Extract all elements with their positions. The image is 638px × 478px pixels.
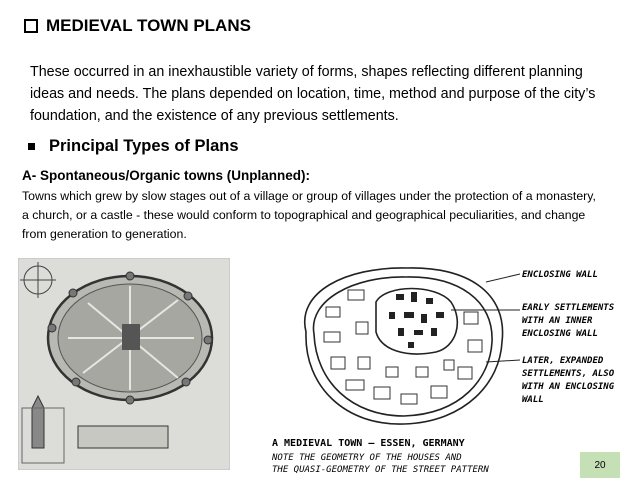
label-later-4: WALL	[522, 395, 544, 405]
section-heading: A- Spontaneous/Organic towns (Unplanned):	[22, 168, 310, 183]
diagram-caption-line1: NOTE THE GEOMETRY OF THE HOUSES AND	[272, 453, 462, 463]
label-later-3: WITH AN ENCLOSING	[522, 382, 615, 392]
intro-paragraph: These occurred in an inexhaustible variety of forms, shapes reflecting different planning ideas and needs. The plans depended on location, time, method and purpose of the city’s foundation, and the existence of any previous settlements.	[30, 64, 596, 124]
label-early-3: ENCLOSING WALL	[522, 329, 598, 339]
subheading-text: Principal Types of Plans	[49, 137, 239, 155]
label-early-2: WITH AN INNER	[522, 316, 593, 326]
square-bullet-icon	[28, 143, 35, 150]
walled-town-illustration	[18, 258, 230, 470]
label-later-1: LATER, EXPANDED	[522, 356, 604, 366]
slide-title	[24, 16, 251, 36]
section-description: Towns which grew by slow stages out of a village or group of villages under the protection of a monastery, a church, or a castle - these would conform to topographical and geographical peculiarities, and change from generation to generation.	[22, 189, 596, 241]
diagram-caption-title: A MEDIEVAL TOWN – ESSEN, GERMANY	[272, 438, 465, 449]
label-later-2: SETTLEMENTS, ALSO	[522, 369, 615, 379]
essen-town-sketch	[286, 262, 522, 440]
subheading	[28, 137, 239, 156]
page-number: 20	[580, 452, 620, 478]
diagram-caption-line2: THE QUASI-GEOMETRY OF THE STREET PATTERN	[272, 465, 489, 475]
label-early-1: EARLY SETTLEMENTS	[522, 303, 615, 313]
slide-title-text: MEDIEVAL TOWN PLANS	[46, 16, 251, 35]
checkbox-bullet-icon	[24, 19, 38, 33]
label-enclosing-wall: ENCLOSING WALL	[522, 270, 598, 280]
